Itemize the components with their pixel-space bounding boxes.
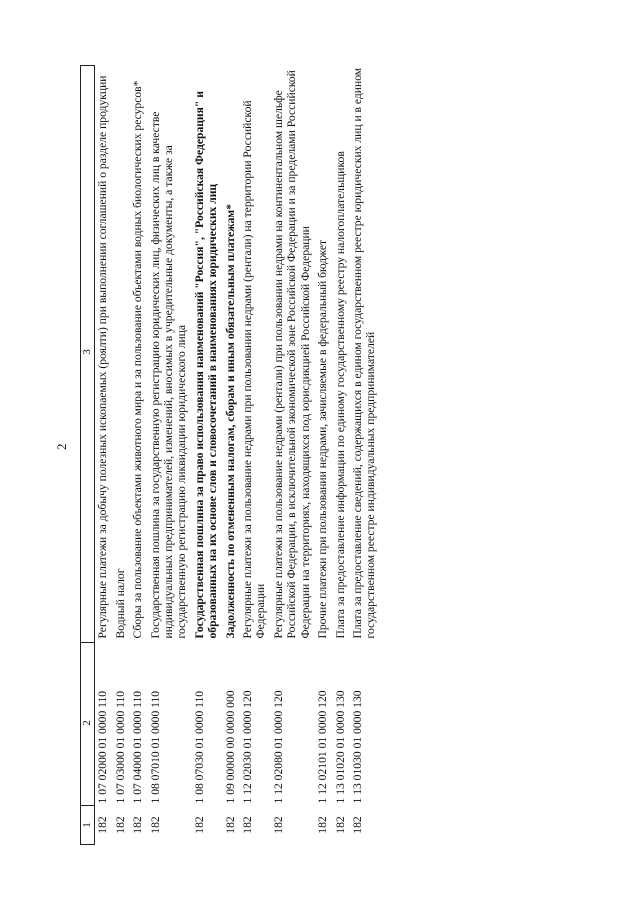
- table-row: [148, 66, 192, 845]
- header-col-3: 3: [81, 66, 95, 643]
- revenue-name-cell: Регулярные платежи за пользование недрами при пользовании недрами (рентали) на территории Российской Федерации: [241, 100, 268, 639]
- header-col-1: 1: [81, 806, 95, 845]
- page-number: 2: [54, 443, 69, 450]
- header-col-2: 2: [81, 643, 95, 806]
- budget-code-cell: 1 09 00000 00 0000 000: [223, 690, 237, 804]
- revenue-name-cell: Прочие платежи при пользовании недрами, зачисляемые в федеральный бюджет: [316, 239, 330, 639]
- revenue-codes-table: [80, 65, 381, 845]
- budget-code-cell: 1 12 02030 01 0000 120: [241, 690, 255, 804]
- revenue-name-cell: Плата за предоставление сведений, содержащихся в едином государственном реестре юридических лиц и в едином государственном реестре индивидуальных предпринимателей: [350, 67, 378, 639]
- admin-code-cell: 182: [113, 816, 127, 834]
- budget-code-cell: 1 07 04000 01 0000 110: [131, 690, 145, 804]
- rotated-page-content: [80, 65, 381, 845]
- revenue-name-cell: Водный налог: [113, 568, 127, 639]
- revenue-name-cell: Плата за предоставление информации по единому государственному реестру налогоплательщиков: [333, 151, 347, 639]
- table-row: [315, 66, 332, 845]
- table-row: [113, 66, 130, 845]
- table-row: [223, 66, 240, 845]
- revenue-name-cell: Регулярные платежи за добычу полезных ископаемых (роялти) при выполнении соглашений о разделе продукции: [96, 75, 110, 639]
- admin-code-cell: 182: [223, 816, 237, 834]
- budget-code-cell: 1 13 01020 01 0000 130: [333, 690, 347, 804]
- budget-code-cell: 1 12 02080 01 0000 120: [271, 690, 285, 804]
- budget-code-cell: 1 07 03000 01 0000 110: [113, 690, 127, 804]
- revenue-name-cell: Государственная пошлина за государственную регистрацию юридических лиц, физических лиц в качестве индивидуальных предпринимателей, изменений, вносимых в учредительные документы, а также за государственную регистрацию ликвидации юридического лица: [148, 111, 189, 639]
- admin-code-cell: 182: [271, 816, 285, 834]
- budget-code-cell: 1 12 02101 01 0000 120: [316, 690, 330, 804]
- admin-code-cell: 182: [148, 816, 162, 834]
- table-row: [240, 66, 271, 845]
- table-row: [192, 66, 223, 845]
- budget-code-cell: 1 08 07010 01 0000 110: [148, 690, 162, 804]
- revenue-name-cell: Сборы за пользование объектами животного мира и за пользование объектами водных биологических ресурсов*: [131, 80, 145, 639]
- table-row: [95, 66, 113, 845]
- table-row: [130, 66, 147, 845]
- table-row: [333, 66, 350, 845]
- table-row: [271, 66, 315, 845]
- revenue-name-cell: Государственная пошлина за право использования наименований "Россия", "Российская Федерация" и образованных на их основе слов и словосочетаний в наименованиях юридических лиц: [192, 91, 220, 639]
- admin-code-cell: 182: [96, 816, 110, 834]
- budget-code-cell: 1 13 01030 01 0000 130: [350, 690, 364, 804]
- admin-code-cell: 182: [192, 816, 206, 834]
- budget-code-cell: 1 07 02000 01 0000 110: [96, 690, 110, 804]
- admin-code-cell: 182: [241, 816, 255, 834]
- revenue-name-cell: Задолженность по отмененным налогам, сборам и иным обязательным платежам*: [223, 204, 237, 639]
- table-row: [350, 66, 381, 845]
- admin-code-cell: 182: [131, 816, 145, 834]
- admin-code-cell: 182: [316, 816, 330, 834]
- header-row: [81, 66, 95, 845]
- budget-code-cell: 1 08 07030 01 0000 110: [192, 690, 206, 804]
- revenue-name-cell: Регулярные платежи за пользование недрами (рентали) при пользовании недрами на континентальном шельфе Российской Федерации, в исключительной экономической зоне Российской Федерации и за пределами Российской Федерации на территориях, находящихся под юрисдикцией Российской Федерации: [271, 70, 312, 639]
- admin-code-cell: 182: [350, 816, 364, 834]
- admin-code-cell: 182: [333, 816, 347, 834]
